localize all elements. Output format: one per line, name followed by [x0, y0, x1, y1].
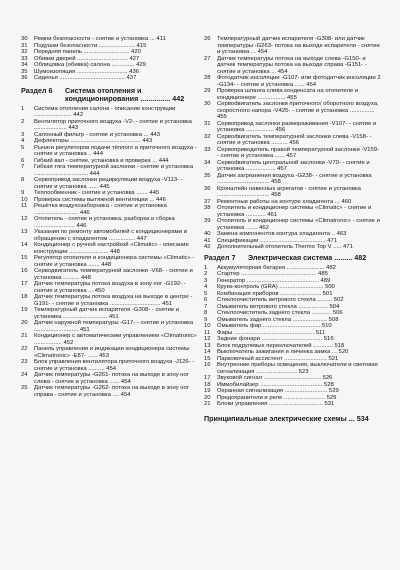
entry-number: 2	[21, 118, 25, 125]
entry-title: Генератор ............................................ 489	[217, 277, 331, 284]
toc-entry	[21, 145, 197, 158]
entry-title: Облицовка (обивка) салона .............. 429	[34, 62, 146, 68]
entry-title: Омыватель ветрового стекла .................. 504	[217, 303, 340, 310]
entry-number: 27	[204, 55, 211, 62]
entry-number: 25	[21, 385, 28, 391]
entry-title: Иммобилайзер ...................................... 528	[217, 381, 334, 388]
entry-number: 17	[21, 281, 28, 287]
entry-title: Гибкая тяга температурной заслонки - снятие и установка ................................. 444	[34, 164, 194, 177]
entry-number: 21	[21, 333, 28, 339]
entry-number: 36	[21, 75, 28, 81]
entry-number: 3	[21, 131, 25, 138]
entry-number: 9	[21, 190, 25, 196]
entry-title: Датчик загрязнения воздуха -G238- - снятие и установка ................................ 458	[217, 172, 372, 185]
entry-title: Блоки управления ................................. 531	[217, 401, 335, 407]
toc-entry	[204, 173, 382, 186]
entry-number: 1	[21, 105, 25, 112]
entry-title: Передняя панель ............................ 420	[34, 49, 141, 55]
entry-title: Вентилятор приточного воздуха -V2- - снятие и установка .................... 443	[34, 118, 192, 131]
entry-title: Аккумуляторная батарея ....................... 482	[217, 264, 336, 271]
entry-number: 32	[21, 49, 28, 55]
entry-number: 6	[21, 157, 25, 164]
entry-title: Сервodвигатель центральной заслонки -V70- - снятие и установка .................. 457	[217, 159, 370, 172]
entry-number: 37	[204, 198, 211, 205]
section-heading-schemes	[204, 415, 382, 423]
toc-entry	[21, 372, 197, 385]
entry-number: 15	[21, 255, 28, 261]
entry-title: Салонный фильтр - снятие и установка ... 443	[34, 131, 161, 138]
entry-title: Датчик наружной температуры -G17- - снятие и установка ........................... 451	[34, 320, 194, 333]
section-title: Электрическая система ......... 482	[248, 252, 367, 262]
toc-entry	[21, 320, 197, 333]
entry-number: 14	[21, 242, 28, 248]
section-title: Система отопления и кондиционирования ............... 442	[65, 85, 185, 103]
entry-title: Замена компонентов контура хладагента .. 463	[217, 231, 347, 237]
toc-entry	[204, 160, 382, 173]
entry-title: Кондиционер с ручной настройкой «Climatic» - описание конструкции ........................ 448	[34, 242, 189, 255]
entry-number: 35	[204, 172, 211, 179]
entry-number: 5	[204, 290, 208, 297]
toc-entry	[21, 216, 197, 229]
entry-number: 12	[204, 336, 211, 342]
entry-title: Сервопривод заслонки размораживания -V107- - снятие и установка ................. 456	[217, 120, 377, 133]
entry-title: Обивки дверей ............................... 427	[34, 55, 140, 62]
section-label: Раздел 7	[204, 252, 236, 262]
entry-title: Температурный датчик испарителя -G308- или датчик температуры -G263- потока на выходе испарителя - снятие и установка ... 454	[217, 36, 380, 55]
entry-title: Омыватель заднего стекла ..................... 508	[217, 316, 339, 323]
entry-title: Дефлекторы ........................................... 443	[34, 138, 153, 144]
entry-title: Спецификации ........................................ 471	[217, 237, 338, 244]
entry-number: 16	[204, 362, 211, 368]
entry-title: Отопитель и кондиционер системы «Climatronic» - снятие и установка ....... 462	[217, 218, 380, 231]
entry-number: 10	[204, 323, 211, 329]
entry-title: Внутренние приборы освещения, выключатели и световая сигнализация ......................... 523	[217, 362, 378, 375]
entry-number: 40	[204, 231, 211, 237]
entry-number: 39	[204, 218, 211, 224]
toc-entry	[204, 134, 382, 147]
entry-number: 4	[21, 138, 25, 144]
toc-entry	[21, 164, 197, 177]
entry-title: Отопитель - снятие и установка, разборка и сборка ......................... 446	[34, 216, 175, 229]
entry-number: 18	[21, 294, 28, 300]
toc-entry	[21, 106, 197, 119]
entry-number: 17	[204, 375, 211, 381]
entry-number: 20	[21, 320, 28, 326]
entry-title: Круиз-контроль (GRA) ........................... 500	[217, 284, 335, 290]
toc-entry	[21, 119, 197, 132]
entry-title: Датчик температуры потока воздуха на выходе в центре -G191- - снятие и установка ............................... 451	[34, 294, 193, 307]
entry-number: 33	[21, 55, 28, 62]
entry-title: Звуковой сигнал ................................... 526	[217, 375, 333, 381]
entry-title: Указания по ремонту автомобилей с кондиционерами и обращению с хладагентом ................ 447	[34, 229, 187, 242]
toc-entry	[204, 75, 382, 88]
entry-title: Охранная сигнализация .......................... 529	[217, 388, 339, 394]
entry-title: Блок подрулевых переключателей ............ 518	[217, 342, 345, 349]
toc-entry	[204, 56, 382, 76]
entry-number: 33	[204, 146, 211, 153]
entry-number: 8	[204, 310, 208, 316]
entry-number: 41	[204, 237, 211, 244]
entry-title: Задние фонари ..................................... 516	[217, 336, 334, 342]
toc-entry	[21, 385, 197, 398]
entry-number: 3	[204, 277, 208, 284]
entry-number: 19	[204, 388, 211, 394]
entry-title: Ремни безопасности - снятие и установка ... 411	[34, 36, 166, 42]
entry-title: Парковочный ассистент .......................... 521	[217, 355, 339, 362]
entry-number: 35	[21, 68, 28, 75]
entry-number: 23	[21, 359, 28, 365]
entry-title: Ремонтные работы на контуре хладагента ... 460	[217, 198, 352, 205]
entry-number: 14	[204, 349, 211, 355]
toc-entry	[21, 177, 197, 190]
section-heading-7	[204, 254, 382, 262]
entry-number: 34	[21, 62, 28, 68]
entry-number: 4	[204, 284, 208, 290]
entry-title: Датчик температуры -G262- потока на выходе в зону ног справа - снятие и установка .... 454	[34, 385, 189, 398]
entry-title: Теплообменник - снятие и установка ....... 445	[34, 190, 160, 196]
entry-title: Стеклоочиститель ветрового стекла ......... 502	[217, 297, 344, 303]
entry-number: 11	[21, 203, 28, 209]
toc-entry	[204, 186, 382, 199]
toc-entry	[204, 218, 382, 231]
entry-number: 24	[21, 372, 28, 378]
final-heading: Принципиальные электрические схемы ... 534	[204, 413, 369, 423]
entry-number: 6	[204, 297, 208, 303]
toc-list-top	[21, 36, 197, 82]
left-column	[21, 36, 197, 398]
entry-title: Комбинация приборов ......................... 501	[217, 290, 333, 297]
entry-title: Подушки безопасности ...................... 415	[34, 42, 147, 49]
entry-number: 11	[204, 329, 211, 336]
entry-number: 28	[204, 75, 211, 81]
toc-entry	[21, 268, 197, 281]
toc-entry	[21, 242, 197, 255]
entry-number: 21	[204, 401, 211, 407]
toc-entry	[204, 121, 382, 134]
entry-title: Блок управления вентилятора приточного воздуха -J126- - снятие и установка .......... 454	[34, 359, 195, 372]
entry-number: 30	[21, 36, 28, 42]
entry-title: Сиденья ........................................ 437	[34, 75, 137, 81]
entry-number: 38	[204, 205, 211, 211]
entry-number: 18	[204, 381, 211, 388]
toc-entry	[204, 401, 382, 408]
entry-title: Датчик температуры -G261- потока на выходе в зону ног слева - снятие и установка ...... 454	[34, 372, 189, 385]
entry-title: Омыватель фар ................................... 510	[217, 323, 332, 329]
entry-title: Сервodвигатель заслонки приточного/ оборотного воздуха, скоростного напора -V425- - снятие и установка ............... 455	[217, 101, 379, 120]
entry-title: Фары ................................................. 511	[217, 329, 326, 336]
toc-entry	[21, 229, 197, 242]
entry-number: 32	[204, 133, 211, 140]
entry-title: Сервоприводитель правой температурной заслонки -V159- - снятие и установка ...... 457	[217, 146, 380, 159]
entry-number: 10	[21, 196, 28, 203]
entry-title: Фотодатчик инсоляции -G107- или фотодатчик инсоляции 2 -G134- - снятие и установка ...... 454	[217, 75, 381, 88]
entry-number: 12	[21, 216, 28, 222]
entry-title: Сервопривод заслонки рециркуляции воздуха -V113- - снятие и установка ...... 445	[34, 177, 183, 190]
entry-title: Шумоизоляция ............................... 436	[34, 68, 139, 75]
right-column	[204, 36, 382, 426]
toc-entry	[21, 203, 197, 216]
toc-entry	[204, 244, 382, 251]
entry-number: 19	[21, 307, 28, 313]
toc-entry	[204, 88, 382, 101]
entry-number: 13	[204, 342, 211, 349]
entry-number: 42	[204, 244, 211, 250]
entry-number: 16	[21, 268, 28, 274]
section-heading-6	[21, 87, 197, 103]
entry-number: 5	[21, 144, 25, 151]
entry-number: 8	[21, 177, 25, 183]
entry-title: Предохранители и реле ......................... 529	[217, 394, 337, 401]
entry-title: Датчик температуры потока на выходе слева -G150- и датчик температуры потока на выходе справа -G151- - снятие и установка ... 454	[217, 55, 367, 75]
entry-title: Датчик температуры потока воздуха в зону ног -G192- - снятие и установка ... 450	[34, 281, 186, 294]
entry-title: Температурный датчик испарителя -G308- - снятие и установка ........................... 451	[34, 307, 180, 320]
entry-title: Стартер .............................................. 485	[217, 271, 328, 277]
entry-title: Серводвигатель температурной заслонки -V68- - снятие и установка .......... 448	[34, 268, 193, 281]
toc-entry	[21, 281, 197, 294]
entry-number: 15	[204, 355, 211, 362]
entry-title: Дополнительный отопитель Thermo Top V ..... 471	[217, 244, 353, 250]
entry-title: Гибкий вал - снятие, установка и проверка ... 444	[34, 157, 169, 164]
entry-number: 31	[204, 120, 211, 127]
toc-entry	[21, 307, 197, 320]
toc-entry	[21, 333, 197, 346]
entry-title: Решётка воздухозаборника - снятие и установка ........................... 446	[34, 203, 167, 216]
entry-number: 7	[204, 303, 208, 310]
toc-entry	[204, 205, 382, 218]
toc-list-section-6-cont	[204, 36, 382, 251]
entry-number: 31	[21, 42, 28, 49]
entry-title: Выключатель зажигания и личинка замка ... 520	[217, 349, 349, 355]
entry-number: 13	[21, 229, 28, 235]
toc-entry	[204, 101, 382, 121]
entry-number: 9	[204, 316, 208, 323]
entry-number: 2	[204, 271, 208, 277]
entry-title: Проверка шланга слива конденсата на отопителе и кондиционере ................. 455	[217, 88, 359, 101]
entry-title: Кронштейн навесных агрегатов - снятие и установка ................................ 458	[217, 185, 361, 198]
entry-title: Отопитель и кондиционер системы «Climatic» - снятие и установка ............ 461	[217, 205, 372, 218]
entry-title: Регулятор отопителя и кондиционера системы «Climatic» - снятие и установка ....... 448	[34, 255, 195, 268]
toc-entry	[204, 36, 382, 56]
entry-title: Система отопления салона - описание конструкции ....................... 442	[34, 105, 176, 118]
entry-number: 22	[21, 346, 28, 352]
entry-title: Сервodвигатель температурной заслонки слева -V158- - снятие и установка .......... 456	[217, 133, 372, 146]
entry-number: 30	[204, 101, 211, 107]
entry-number: 36	[204, 185, 211, 192]
toc-list-section-7	[204, 265, 382, 408]
entry-number: 1	[204, 264, 208, 271]
entry-number: 20	[204, 394, 211, 401]
toc-entry	[21, 75, 197, 82]
entry-number: 7	[21, 164, 25, 170]
toc-entry	[21, 359, 197, 372]
entry-number: 34	[204, 159, 211, 166]
toc-entry	[21, 255, 197, 268]
entry-number: 26	[204, 36, 211, 42]
entry-title: Стеклоочиститель заднего стекла ............ 506	[217, 310, 343, 316]
entry-number: 29	[204, 88, 211, 94]
toc-list-section-6	[21, 106, 197, 399]
toc-entry	[21, 346, 197, 359]
section-label: Раздел 6	[21, 85, 53, 95]
entry-title: Проверка системы вытяжной вентиляции ... 446	[34, 196, 166, 203]
toc-entry	[21, 294, 197, 307]
toc-entry	[204, 362, 382, 375]
toc-entry	[204, 147, 382, 160]
entry-title: Рычаги регуляторов подачи тёплого и приточного воздуха - снятие и установка .. 444	[34, 144, 197, 157]
entry-title: Кондиционер с автоматическим управлением «Climatronic» ................. 452	[34, 333, 197, 346]
entry-title: Панель управления и индикации кондиционера системы «Climatronic» -E87- ...... 453	[34, 346, 190, 359]
